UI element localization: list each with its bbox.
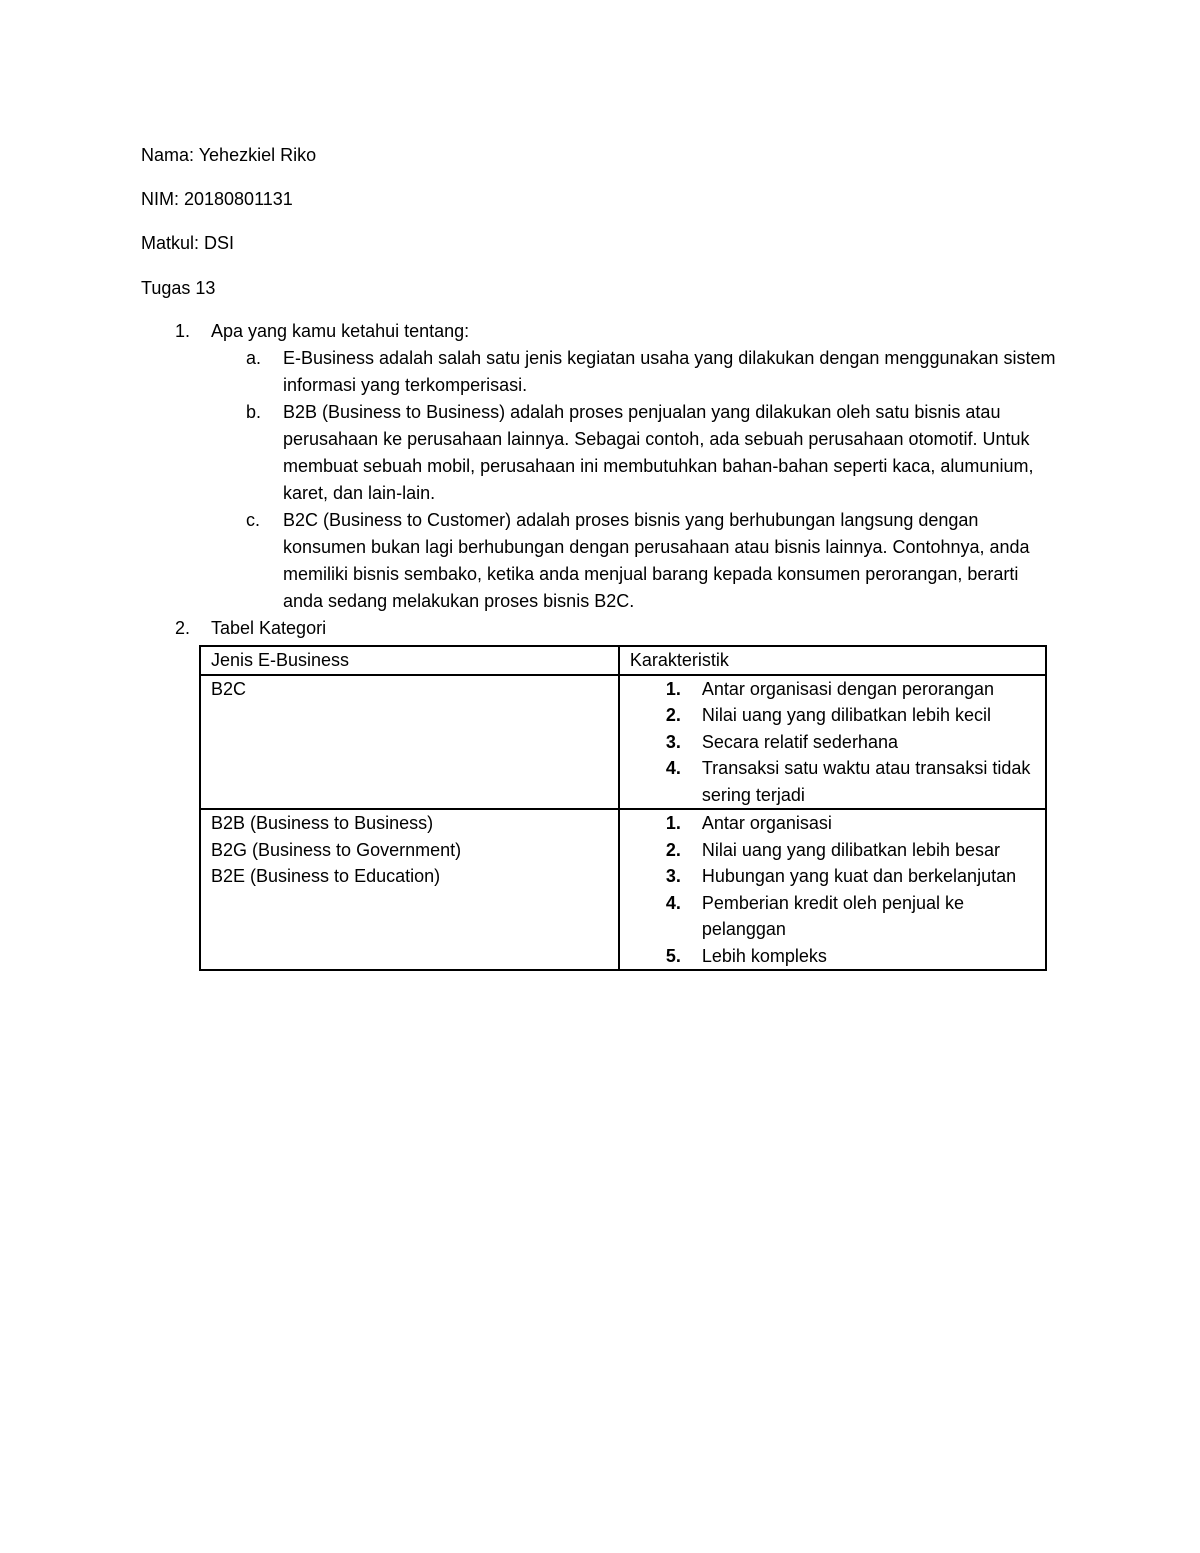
question-text: Apa yang kamu ketahui tentang: [211,321,470,341]
course-name: Matkul: DSI [141,233,235,253]
student-nim: NIM: 20180801131 [141,189,293,209]
answer-letter: b. [246,402,262,422]
answer-text: B2C (Business to Customer) adalah proses bisnis yang berhubungan langsung dengan konsumen bukan lagi berhubungan dengan perusahaan atau bisnis lainnya. Contohnya, anda memiliki bisnis sembako, ketika anda menjual barang kepada konsumen perorangan, berarti anda sedang melakukan proses bisnis B2C. [283,510,1030,611]
characteristics-list [630,810,1039,969]
characteristics-list [630,676,1039,809]
table-header-characteristics: Karakteristik [619,646,1046,675]
item-text: Nilai uang yang dilibatkan lebih kecil [701,705,992,725]
item-number: 2. [665,839,681,860]
assignment-title: Tugas 13 [141,278,216,298]
type-cell [200,809,619,970]
item-number: 1. [665,678,681,699]
category-table [199,645,1047,971]
item-number: 2. [665,705,681,725]
item-text: Secara relatif sederhana [701,731,898,752]
item-text: Antar organisasi [701,813,832,833]
item-number: 3. [665,731,681,752]
question-1 [141,318,1061,615]
item-text: Pemberian kredit oleh penjual ke pelanggan [701,892,965,939]
table-header-type: Jenis E-Business [200,646,619,675]
list-item [630,755,1039,808]
answer-text: B2B (Business to Business) adalah proses penjualan yang dilakukan oleh satu bisnis atau perusahaan ke perusahaan lainnya. Sebagai contoh, ada sebuah perusahaan otomotif. Untuk membuat sebuah mobil, perusahaan ini membutuhkan bahan-bahan seperti kaca, alumunium, karet, dan lain-lain. [283,402,1034,503]
list-item [630,729,1039,756]
question-text: Tabel Kategori [211,618,327,638]
list-item [630,943,1039,970]
type-label: B2C [211,678,247,699]
answer-a [211,345,1061,399]
type-label: B2E (Business to Education) [211,866,441,886]
item-text: Nilai uang yang dilibatkan lebih besar [701,839,1001,860]
answer-b [211,399,1061,507]
question-number: 1. [175,321,191,341]
sub-answer-list [211,345,1061,615]
item-number: 5. [665,945,681,966]
item-text: Hubungan yang kuat dan berkelanjutan [701,866,1017,886]
item-number: 1. [665,813,681,833]
item-number: 4. [665,892,681,913]
question-list [141,318,1061,971]
question-2 [141,615,1061,971]
question-number: 2. [175,618,191,638]
list-item [630,837,1039,864]
list-item [630,863,1039,890]
type-label: B2B (Business to Business) [211,813,434,833]
table-header-row [200,646,1046,675]
table-row [200,809,1046,970]
characteristics-cell [619,675,1046,810]
answer-c [211,507,1061,615]
answer-text: E-Business adalah salah satu jenis kegiatan usaha yang dilakukan dengan menggunakan sistem informasi yang terkomperisasi. [283,348,1056,395]
item-number: 3. [665,866,681,886]
item-number: 4. [665,758,681,778]
student-name: Nama: Yehezkiel Riko [141,145,317,165]
list-item [630,676,1039,703]
item-text: Transaksi satu waktu atau transaksi tidak sering terjadi [701,758,1031,805]
item-text: Antar organisasi dengan perorangan [701,678,995,699]
list-item [630,702,1039,729]
answer-letter: a. [246,348,262,368]
item-text: Lebih kompleks [701,945,827,966]
type-cell [200,675,619,810]
characteristics-cell [619,809,1046,970]
type-label: B2G (Business to Government) [211,839,462,860]
list-item [630,890,1039,943]
table-row [200,675,1046,810]
answer-letter: c. [246,510,261,530]
list-item [630,810,1039,837]
